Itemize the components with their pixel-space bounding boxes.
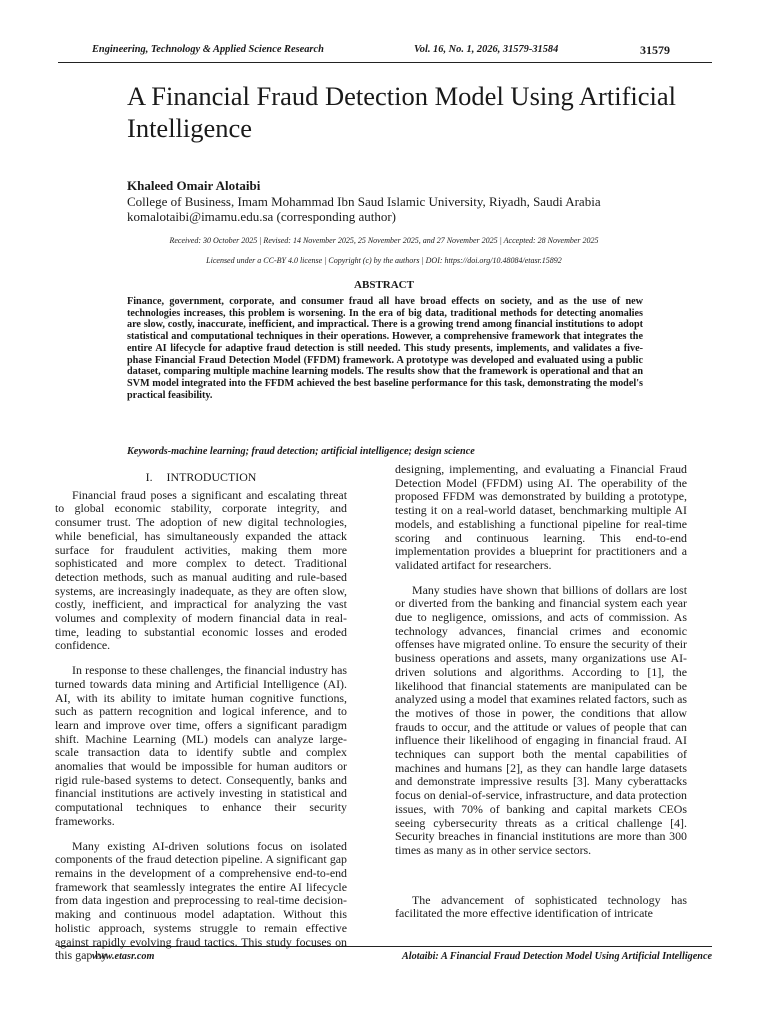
- section-heading: [55, 471, 347, 485]
- volume-info: Vol. 16, No. 1, 2026, 31579-31584: [414, 44, 559, 55]
- abstract-text: Finance, government, corporate, and consumer fraud all have broad effects on society, and as the use of new technologies increases, this problem is worsening. In the era of big data, traditional methods for detecting anomalies are slow, costly, inaccurate, inefficient, and impractical. There is a growing trend among financial institutions to adopt statistical and computational techniques in their operations. However, a comprehensive framework that integrates the entire AI lifecycle for adaptive fraud detection is still needed. This study presents, implements, and validates a five-phase Financial Fraud Detection Model (FFDM) framework. A prototype was developed and evaluated using a public dataset, comparing multiple machine learning models. The results show that the framework is operational and that an SVM model integrated into the FFDM achieved the best baseline performance for this task, demonstrating the model's practical feasibility.: [127, 296, 643, 401]
- section-title: INTRODUCTION: [166, 470, 257, 484]
- paragraph: Many existing AI-driven solutions focus on isolated components of the fraud detection pipeline. A significant gap remains in the development of a comprehensive end-to-end framework that seamlessly integrates the entire AI lifecycle from data ingestion and preprocessing to real-time decision-making and continuous model adaptation. Without this holistic approach, systems struggle to remain effective against rapidly evolving fraud tactics. This study focuses on this gap by: [55, 838, 347, 963]
- submission-dates: Received: 30 October 2025 | Revised: 14 November 2025, 25 November 2025, and 27 November 2025 | Accepted: 28 November 2025: [169, 236, 599, 245]
- author-block: [127, 178, 601, 225]
- paragraph: Financial fraud poses a significant and escalating threat to global economic stability, corporate integrity, and consumer trust. The adoption of new digital technologies, while beneficial, has simultaneously expanded the attack surface for fraudulent activities, making them more sophisticated and more complex to detect. Traditional detection methods, such as manual auditing and rule-based systems, are increasingly inadequate, as they are often slow, costly, inefficient, and impractical for analyzing the vast volumes and complexity of modern financial data in real-time, leading to substantial economic losses and eroded confidence.: [55, 487, 347, 653]
- paragraph: In response to these challenges, the financial industry has turned towards data mining and Artificial Intelligence (AI). AI, with its ability to imitate human cognitive functions, such as pattern recognition and logical inference, and to learn and improve over time, offers a significant paradigm shift. Machine Learning (ML) models can analyze large-scale transaction data to identify subtle and complex anomalies that would be impossible for human auditors or rigid rule-based systems to detect. Consequently, banks and financial institutions are actively investing in statistical and computational techniques to enhance their security frameworks.: [55, 663, 347, 828]
- abstract-heading: ABSTRACT: [354, 279, 414, 291]
- footer-rule: [58, 946, 712, 947]
- paragraph: The advancement of sophisticated technology has facilitated the more effective identification of intricate: [395, 892, 687, 921]
- paper-title: A Financial Fraud Detection Model Using Artificial Intelligence: [127, 81, 677, 143]
- keywords: Keywords-machine learning; fraud detection; artificial intelligence; design science: [127, 446, 475, 457]
- left-column: [55, 471, 347, 963]
- author-name: Khaleed Omair Alotaibi: [127, 178, 261, 193]
- journal-website: www.etasr.com: [92, 951, 155, 962]
- license-doi: Licensed under a CC-BY 4.0 license | Copyright (c) by the authors | DOI: https://doi.org/10.48084/etasr.15892: [206, 256, 562, 265]
- author-email: komalotaibi@imamu.edu.sa (corresponding author): [127, 209, 397, 224]
- paragraph: Many studies have shown that billions of dollars are lost or diverted from the banking and financial system each year due to negligence, omissions, and acts of commission. As technology advances, financial crimes and economic offenses have migrated online. To ensure the security of their business operations and assets, many organizations use AI-driven solutions and algorithms. According to [1], the likelihood that financial statements are manipulated can be analyzed using a model that examines related factors, such as the motives of those in power, the conditions that allow frauds to occur, and the attitude or values of people that can influence their likelihood of engaging in financial fraud. AI techniques can support both the mental capabilities of machines and humans [2], as they can handle large datasets and demonstrate impressive results [3]. Many cyberattacks focus on denial-of-service, infrastructure, and data protection issues, with 70% of banking and capital markets CEOs seeing cybersecurity threats as a critical challenge [4]. Security breaches in financial institutions are more than 300 times as many as in other service sectors.: [395, 582, 687, 857]
- right-column: [395, 463, 687, 921]
- section-number: I.: [145, 470, 153, 484]
- author-affiliation: College of Business, Imam Mohammad Ibn Saud Islamic University, Riyadh, Saudi Arabia: [127, 193, 601, 209]
- header-rule: [58, 62, 712, 63]
- paragraph-continued: designing, implementing, and evaluating a Financial Fraud Detection Model (FFDM) using AI. The operability of the proposed FFDM was demonstrated by building a prototype, testing it on a real-world dataset, benchmarking multiple AI models, and establishing a functional pipeline for real-time scoring and continuous learning. This end-to-end implementation provides a blueprint for practitioners and a validated artifact for researchers.: [395, 462, 687, 572]
- running-title: Alotaibi: A Financial Fraud Detection Model Using Artificial Intelligence: [402, 951, 712, 962]
- page-number: 31579: [640, 43, 670, 57]
- journal-name: Engineering, Technology & Applied Science Research: [92, 44, 324, 55]
